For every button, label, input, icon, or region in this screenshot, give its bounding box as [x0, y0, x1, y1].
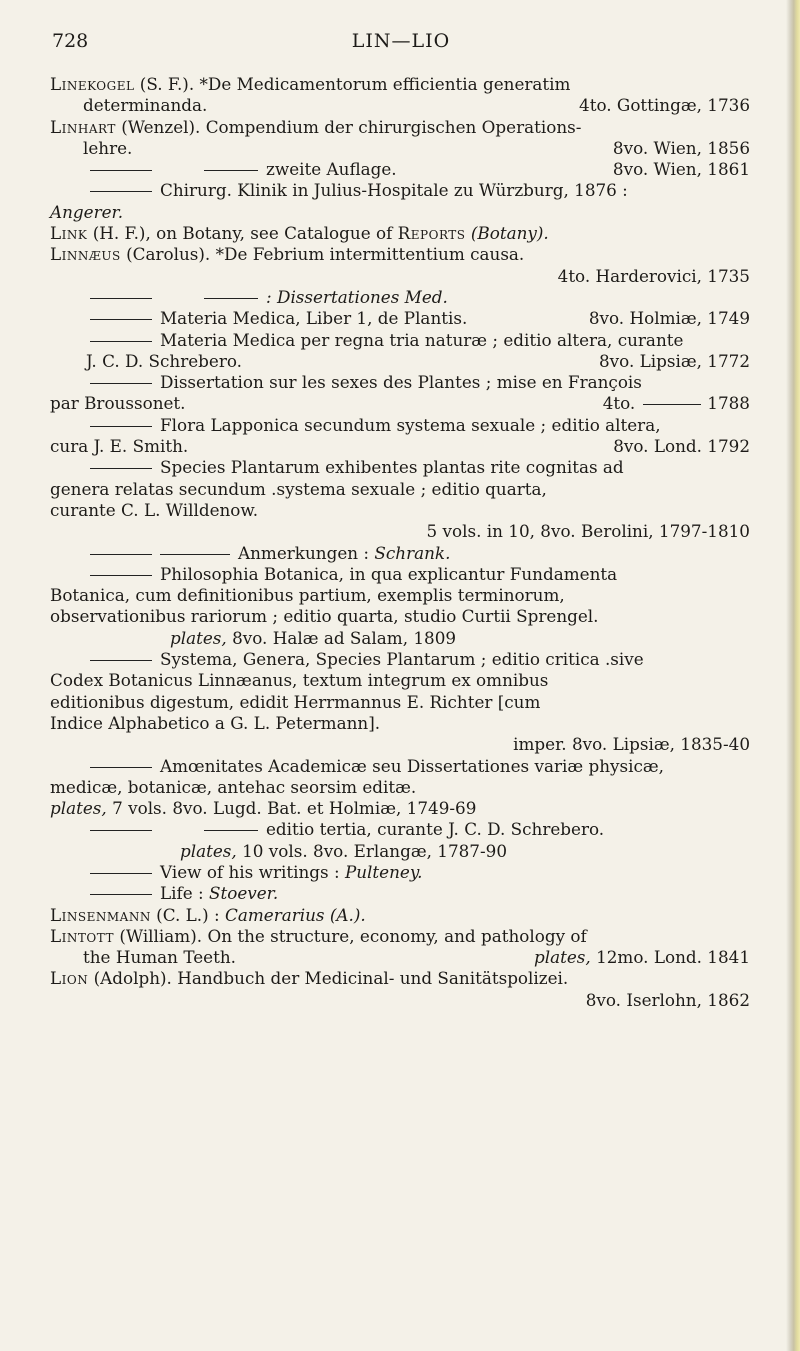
page-number: 728: [52, 30, 89, 52]
ditto-rule: [204, 170, 258, 171]
plates-note: plates,: [180, 840, 237, 861]
entry-title-cont: determinanda.: [83, 95, 208, 116]
entry-author: Linekogel: [50, 74, 135, 94]
sub-entry: Amœnitates Academicæ seu Dissertationes variæ physicæ,: [50, 756, 750, 777]
sub-entry: Philosophia Botanica, in qua explicantur Fundamenta: [50, 564, 750, 585]
ditto-rule: [204, 298, 258, 299]
ditto-rule: [90, 170, 152, 171]
ditto-rule: [204, 830, 258, 831]
entry-linekogel: [50, 74, 750, 117]
entry-author: Link: [50, 223, 88, 244]
cross-reference: Schrank.: [374, 542, 451, 563]
cross-reference: Stoever.: [209, 883, 279, 904]
entry-imprint: plates, 12mo. Lond. 1841: [533, 947, 750, 968]
cross-reference: Pulteney.: [344, 861, 423, 882]
entry-lion: [50, 968, 750, 1011]
entry-name: (C. L.) :: [156, 904, 220, 925]
sub-entry: Species Plantarum exhibentes plantas rite cognitas ad: [50, 457, 750, 478]
running-head: LIN—LIO: [351, 30, 451, 52]
ditto-rule: [90, 660, 152, 661]
entry-imprint: 8vo. Lond. 1792: [613, 436, 750, 457]
entry-title-cont: lehre.: [83, 137, 133, 158]
entry-title: Compendium der chirurgischen Operations-: [205, 116, 582, 137]
plates-note: plates,: [170, 627, 227, 648]
sub-entry: Systema, Genera, Species Plantarum ; editio critica .sive: [50, 649, 750, 670]
entry-author: Linnæus: [50, 244, 121, 265]
catalogue-entries: [50, 74, 750, 1011]
ditto-rule: [90, 894, 152, 895]
entry-imprint: 4to. 1788: [602, 393, 750, 414]
ditto-rule: [90, 298, 152, 299]
sub-entry: Materia Medica, Liber 1, de Plantis. 8vo. Holmiæ, 1749: [50, 308, 750, 329]
page-edge: [786, 0, 800, 1351]
entry-linsenmann: [50, 905, 750, 926]
entry-author: Linsenmann: [50, 904, 151, 925]
entry-imprint: 8vo. Halæ ad Salam, 1809: [232, 627, 457, 648]
plates-note: plates,: [50, 798, 107, 819]
entry-imprint: 8vo. Lipsiæ, 1772: [598, 350, 750, 371]
entry-imprint: 4to. Harderovici, 1735: [557, 265, 750, 286]
entry-name: (William).: [119, 925, 203, 946]
page-header: [50, 30, 750, 52]
sub-entry: : Dissertationes Med.: [50, 287, 750, 308]
sub-entry: View of his writings : Pulteney.: [50, 862, 750, 883]
entry-linhart: [50, 117, 750, 223]
ditto-rule: [643, 404, 701, 405]
entry-imprint: 7 vols. 8vo. Lugd. Bat. et Holmiæ, 1749-69: [112, 798, 477, 819]
entry-name: (S. F.).: [139, 74, 195, 94]
entry-title: On the structure, economy, and pathology of: [207, 925, 587, 946]
entry-title: Handbuch der Medicinal- und Sanitätspolizei.: [177, 968, 569, 989]
ditto-rule: [90, 767, 152, 768]
cross-reference: Camerarius (A.).: [225, 904, 366, 925]
entry-imprint: 8vo. Wien, 1856: [612, 137, 750, 158]
entry-imprint: 8vo. Holmiæ, 1749: [588, 308, 750, 329]
entry-lintott: [50, 926, 750, 969]
entry-title-cont: the Human Teeth.: [83, 947, 236, 968]
cross-reference: Angerer.: [50, 201, 124, 222]
ditto-rule: [90, 341, 152, 342]
entry-name: (Wenzel).: [121, 116, 201, 137]
ditto-rule: [160, 554, 230, 555]
cross-reference: Reports: [397, 223, 466, 244]
entry-name: (H. F.), on Botany, see Catalogue of: [92, 223, 393, 244]
entry-imprint: 4to. Gottingæ, 1736: [579, 95, 750, 116]
entry-imprint: 10 vols. 8vo. Erlangæ, 1787-90: [242, 840, 508, 861]
entry-title: *De Febrium intermittentium causa.: [215, 244, 525, 265]
entry-imprint: 8vo. Iserlohn, 1862: [585, 989, 750, 1010]
entry-imprint: 5 vols. in 10, 8vo. Berolini, 1797-1810: [426, 521, 750, 542]
plates-note: plates,: [533, 947, 591, 968]
sub-entry: Anmerkungen : Schrank.: [50, 543, 750, 564]
entry-author: Lintott: [50, 925, 114, 946]
sub-entry: Life : Stoever.: [50, 883, 750, 904]
entry-name: (Carolus).: [126, 244, 211, 265]
ditto-rule: [90, 319, 152, 320]
entry-title: *De Medicamentorum efficientia generatim: [199, 74, 571, 94]
entry-link: [50, 223, 750, 244]
sub-entry: Chirurg. Klinik in Julius-Hospitale zu Würzburg, 1876 :: [50, 180, 750, 201]
entry-author: Linhart: [50, 116, 116, 137]
ditto-rule: [90, 383, 152, 384]
ditto-rule: [90, 830, 152, 831]
sub-entry: zweite Auflage. 8vo. Wien, 1861: [50, 159, 750, 180]
catalogue-page: [50, 30, 750, 1011]
ditto-rule: [90, 191, 152, 192]
ditto-rule: [90, 554, 152, 555]
entry-name: (Adolph).: [93, 968, 172, 989]
ditto-rule: [90, 426, 152, 427]
entry-imprint: imper. 8vo. Lipsiæ, 1835-40: [513, 734, 750, 755]
ditto-rule: [90, 468, 152, 469]
entry-linnaeus: Linnæus (Carolus). *De Febrium intermittentium causa. 4to. Harderovici, 1735 : Dissertationes Med. Materia Medica, Liber 1, de Plantis. 8vo. Holmiæ, 1749 Materia Medica per regna tria naturæ ; editio altera, curante J. C. D. Schrebero. 8vo. Lipsiæ, 1772 Dissertation sur les sexes des Plantes ; mise en François par Broussonet. 4to. 1788 Flora Lapponica secundum systema sexuale ; editio altera, cura J. E. Smith. 8vo. Lond. 1792 Species Plantarum exhibentes plantas rite cognitas ad genera relatas secundum .systema sexuale ; editio quarta, curante C. L. Willdenow. 5 vols. in 10, 8vo. Berolini, 1797-1810 Anmerkungen : Schrank. Philosophia Botanica, in qua explicantur Fundamenta Botanica, cum definitionibus partium, exemplis terminorum, observationibus rariorum ; editio quarta, studio Curtii Sprengel. plates, 8vo. Halæ ad Salam, 1809 Systema, Genera, Species Plantarum ; editio critica .sive Codex Botanicus Linnæanus, textum integrum ex omnibus editionibus digestum, edidit Herrmannus E. Richter [cum Indice Alphabetico a G. L. Petermann]. imper. 8vo. Lipsiæ, 1835-40 Amœnitates Academicæ seu Dissertationes variæ physicæ, medicæ, botanicæ, antehac seorsim editæ. plates, 7 vols. 8vo. Lugd. Bat. et Holmiæ, 1749-69 editio tertia, curante J. C. D. Schrebero. plates, 10 vols. 8vo. Erlangæ, 1787-90 View of his writings : Pulteney. Life : Stoever.: [50, 244, 750, 904]
ditto-rule: [90, 873, 152, 874]
entry-author: Lion: [50, 968, 89, 989]
cross-reference-sub: (Botany).: [470, 223, 549, 244]
sub-entry: Flora Lapponica secundum systema sexuale ; editio altera,: [50, 415, 750, 436]
entry-imprint: 8vo. Wien, 1861: [612, 159, 750, 180]
sub-entry: Materia Medica per regna tria naturæ ; editio altera, curante: [50, 330, 750, 351]
sub-entry: Dissertation sur les sexes des Plantes ; mise en François: [50, 372, 750, 393]
ditto-rule: [90, 575, 152, 576]
sub-entry: editio tertia, curante J. C. D. Schrebero.: [50, 819, 750, 840]
